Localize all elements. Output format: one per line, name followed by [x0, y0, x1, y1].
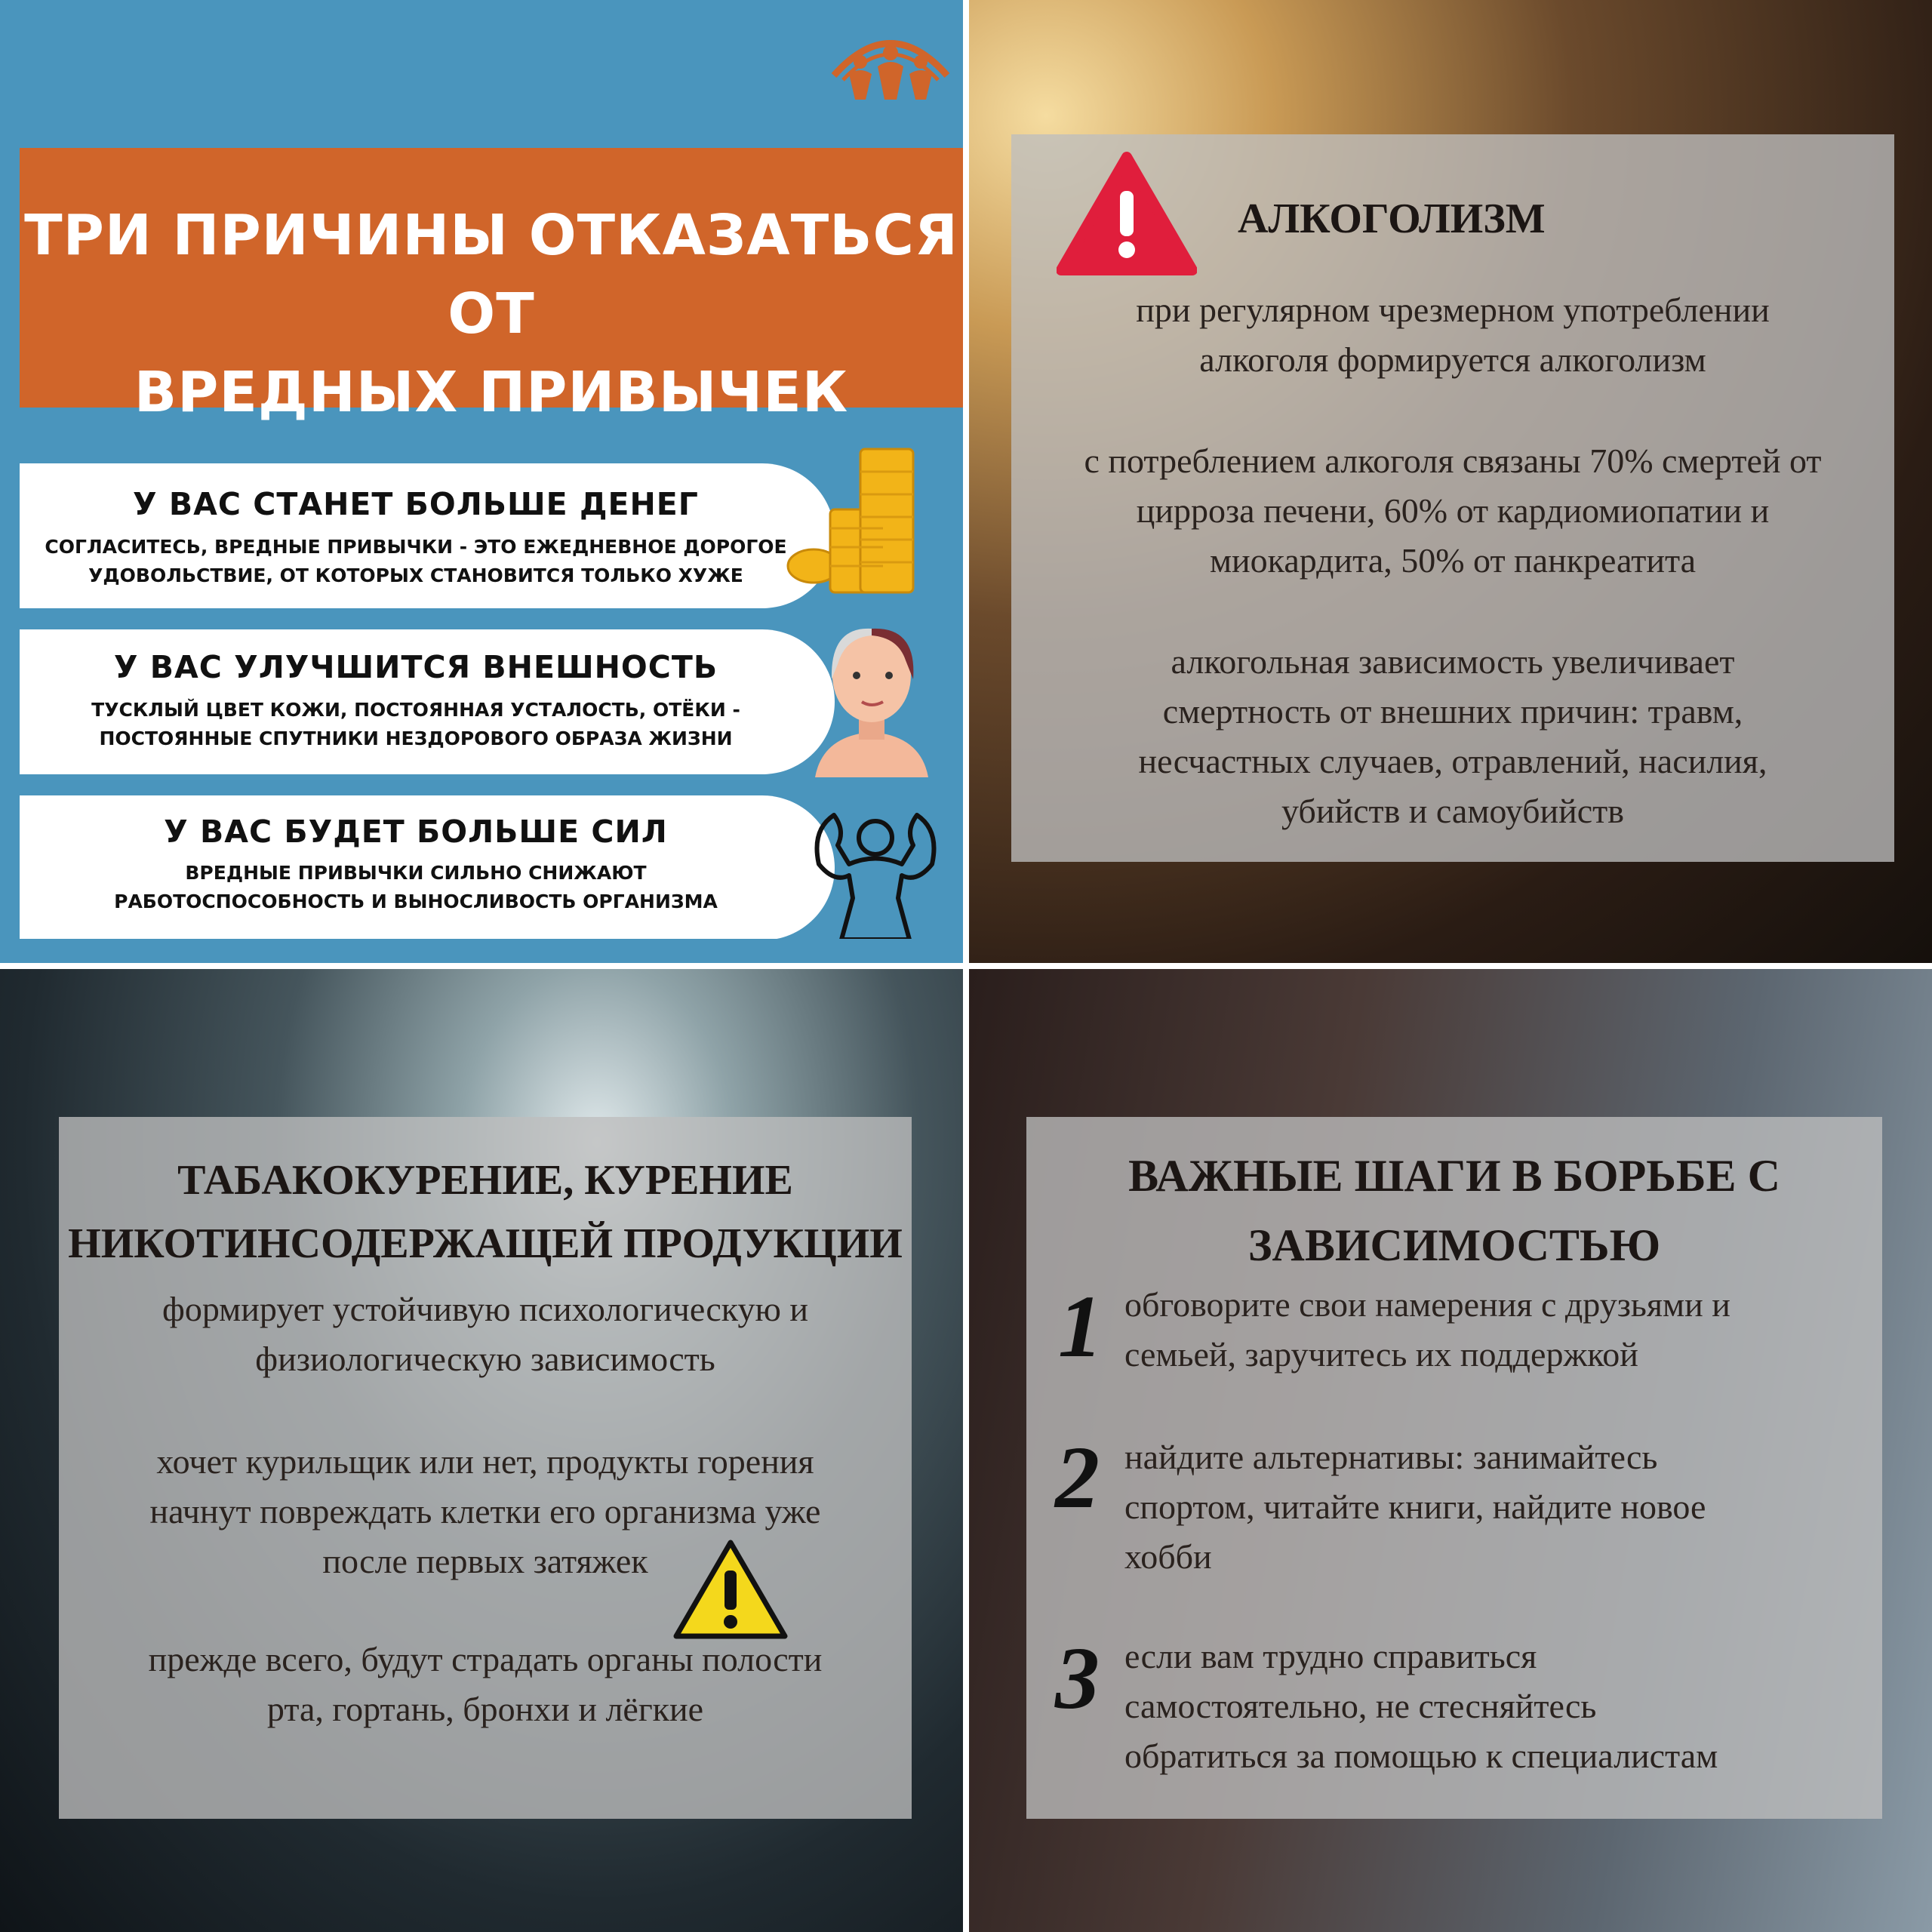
step-text: найдите альтернативы: занимайтесь спортом, читайте книги, найдите новое хобби	[1124, 1438, 1706, 1576]
info-card	[59, 1117, 912, 1819]
paragraph-3: алкогольная зависимость увеличивает смертность от внешних причин: травм, несчастных случаев, отравлений, насилия, убийств и самоубийств	[1138, 642, 1767, 830]
info-card	[1026, 1117, 1882, 1819]
reason-card-appearance	[20, 629, 835, 774]
strong-man-icon	[804, 800, 947, 943]
card-title: ВАЖНЫЕ ШАГИ В БОРЬБЕ С ЗАВИСИМОСТЬЮ	[1128, 1151, 1780, 1270]
step-text: если вам трудно справиться самостоятельно, не стесняйтесь обратиться за помощью к специалистам	[1124, 1637, 1718, 1775]
reason-heading: У ВАС УЛУЧШИТСЯ ВНЕШНОСТЬ	[113, 649, 718, 685]
family-logo-icon	[819, 15, 962, 147]
coins-icon	[785, 441, 936, 600]
card-title: ТАБАКОКУРЕНИЕ, КУРЕНИЕ НИКОТИНСОДЕРЖАЩЕЙ ПРОДУКЦИИ	[68, 1157, 903, 1267]
step-number: 1	[1058, 1277, 1103, 1376]
poster-title: ТРИ ПРИЧИНЫ ОТКАЗАТЬСЯ ОТ ВРЕДНЫХ ПРИВЫЧЕК	[24, 203, 958, 425]
reason-text: ТУСКЛЫЙ ЦВЕТ КОЖИ, ПОСТОЯННАЯ УСТАЛОСТЬ, ОТЁКИ - ПОСТОЯННЫЕ СПУТНИКИ НЕЗДОРОВОГО ОБРАЗА ЖИЗНИ	[91, 699, 740, 749]
reason-card-money	[20, 463, 835, 608]
panel-alcoholism	[969, 0, 1932, 963]
paragraph-1: при регулярном чрезмерном употреблении алкоголя формируется алкоголизм	[1136, 291, 1770, 379]
caution-icon	[672, 1537, 789, 1642]
reason-text: СОГЛАСИТЕСЬ, ВРЕДНЫЕ ПРИВЫЧКИ - ЭТО ЕЖЕДНЕВНОЕ ДОРОГОЕ УДОВОЛЬСТВИЕ, ОТ КОТОРЫХ СТАНОВИТСЯ ТОЛЬКО ХУЖЕ	[45, 536, 787, 586]
reason-card-strength	[20, 795, 835, 940]
bottom-band	[20, 939, 963, 963]
step-text: обговорите свои намерения с друзьями и семьей, заручитесь их поддержкой	[1124, 1285, 1730, 1374]
face-icon	[815, 604, 928, 777]
panel-important-steps	[969, 969, 1932, 1932]
paragraph-1: формирует устойчивую психологическую и физиологическую зависимость	[162, 1290, 808, 1378]
reason-heading: У ВАС СТАНЕТ БОЛЬШЕ ДЕНЕГ	[133, 486, 699, 522]
panel-smoking	[0, 969, 963, 1932]
info-card	[1011, 134, 1894, 862]
reason-heading: У ВАС БУДЕТ БОЛЬШЕ СИЛ	[164, 814, 668, 850]
paragraph-3: прежде всего, будут страдать органы полости рта, гортань, бронхи и лёгкие	[148, 1640, 823, 1728]
paragraph-2: хочет курильщик или нет, продукты горения начнут повреждать клетки его организма уже после первых затяжек	[149, 1442, 821, 1580]
step-number: 3	[1055, 1629, 1100, 1727]
panel-three-reasons	[0, 0, 963, 963]
reason-text: ВРЕДНЫЕ ПРИВЫЧКИ СИЛЬНО СНИЖАЮТ РАБОТОСПОСОБНОСТЬ И ВЫНОСЛИВОСТЬ ОРГАНИЗМА	[114, 862, 718, 912]
step-number: 2	[1055, 1428, 1100, 1527]
card-title: АЛКОГОЛИЗМ	[1238, 195, 1546, 242]
warning-icon	[1057, 149, 1197, 278]
paragraph-2: с потреблением алкоголя связаны 70% смертей от цирроза печени, 60% от кардиомиопатии и миокардита, 50% от панкреатита	[1084, 441, 1822, 580]
